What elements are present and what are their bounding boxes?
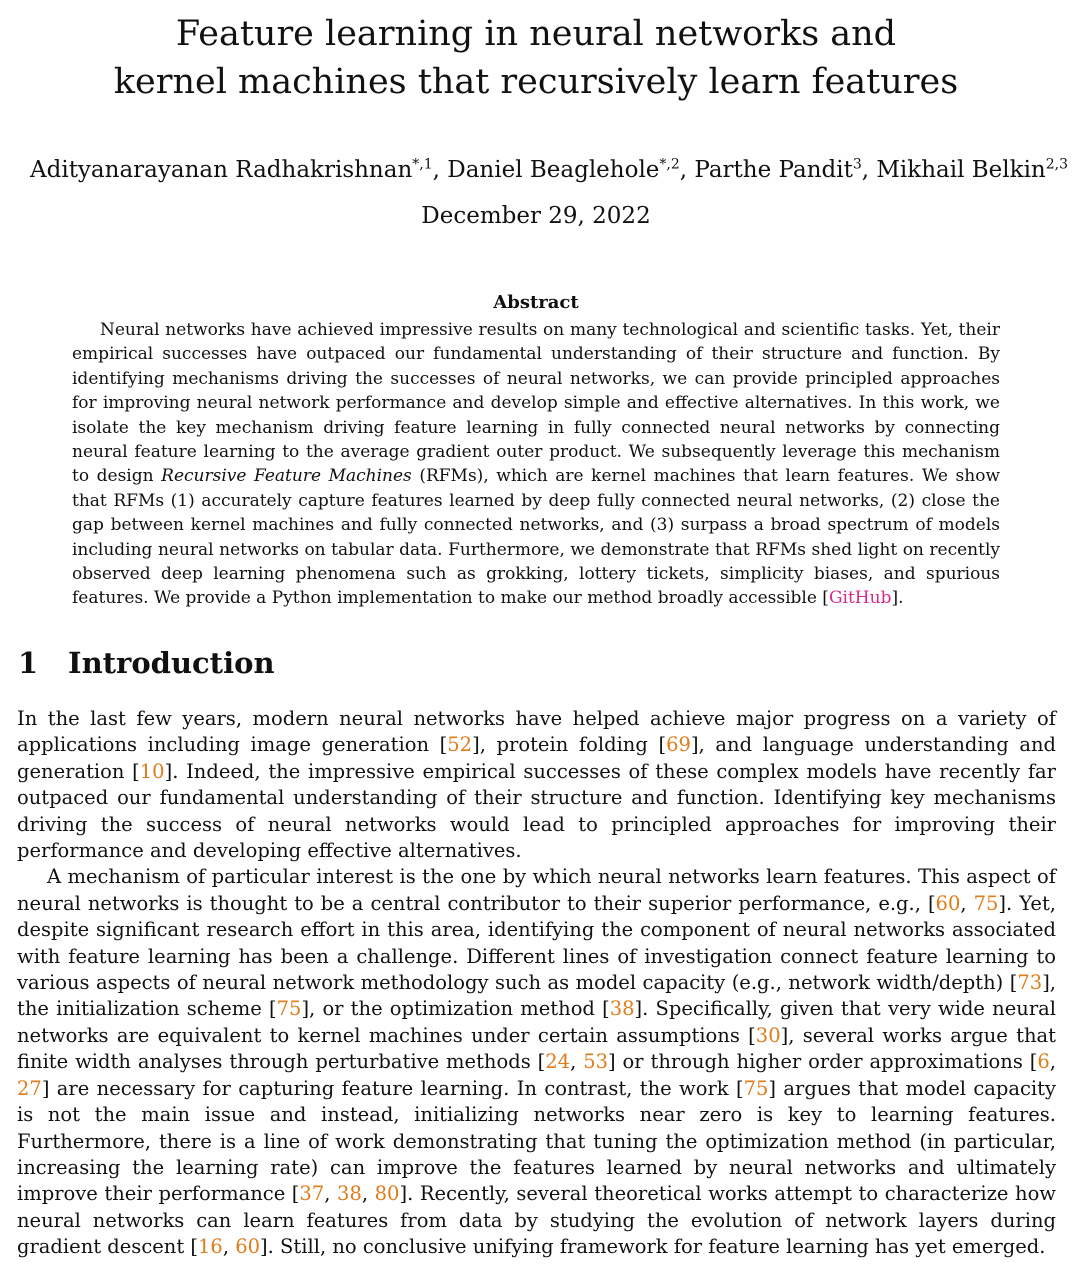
abstract-text: Neural networks have achieved impressive results on many technological and scientific tasks. Yet, their empirical successes have outpaced our fundamental understanding of their structure and function. By identifying mechanisms driving the successes of neural networks, we can provide principled approaches for improving neural network performance and develop simple and effective alternatives. In this work, we isolate the key mechanism driving feature learning in fully connected neural networks by connecting neural feature learning to the average gradient outer product. We subsequently leverage this mechanism to design xyxy=(72,320,1000,487)
author-name: Mikhail Belkin xyxy=(876,157,1046,183)
abstract-text: ]. xyxy=(891,588,904,609)
section-number: 1 xyxy=(18,646,39,680)
publication-date: December 29, 2022 xyxy=(421,203,651,229)
citation-link[interactable]: 38 xyxy=(609,997,635,1021)
author-affiliation: *,2 xyxy=(659,156,680,173)
author-affiliation: 2,3 xyxy=(1045,156,1069,173)
citation-link[interactable]: 75 xyxy=(276,997,302,1021)
author-affiliation: *,1 xyxy=(412,156,433,173)
paper-title-line-2: kernel machines that recursively learn features xyxy=(113,62,959,102)
author-name: Parthe Pandit xyxy=(694,157,853,183)
paragraph: A mechanism of particular interest is the one by which neural networks learn features. This aspect of neural networks is thought to be a central contributor to their superior performance, e.g., [60, 75]. Yet, despite significant research effort in this area, identifying the component of neural networks associated with feature learning has been a challenge. Different lines of investigation connect feature learning to various aspects of neural network methodology such as model capacity (e.g., network width/depth) [73], the initialization scheme [75], or the optimization method [38]. Specifically, given that very wide neural networks are equivalent to kernel machines under certain assumptions [30], several works argue that finite width analyses through perturbative methods [24, 53] or through higher order approximations [6, 27] are necessary for capturing feature learning. In contrast, the work [75] argues that model capacity is not the main issue and instead, initializing networks near zero is key to learning features. Furthermore, there is a line of work demonstrating that tuning the optimization method (in particular, increasing the learning rate) can improve the features learned by neural networks and ultimately improve their performance [37, 38, 80]. Recently, several theoretical works attempt to characterize how neural networks can learn features from data by studying the evolution of network layers during gradient descent [16, 60]. Still, no conclusive unifying framework for feature learning has yet emerged. xyxy=(17,865,1057,1259)
citation-link[interactable]: 75 xyxy=(973,891,999,915)
citation-link[interactable]: 53 xyxy=(583,1050,609,1074)
citation-link[interactable]: 60 xyxy=(935,891,961,915)
author-list: Adityanarayanan Radhakrishnan$^{*,1}$, Daniel Beaglehole$^{*,2}$, Parthe Pandit$^3$, Mikhail Belkin$^{2,3}$ xyxy=(30,156,1069,183)
citation-link[interactable]: 52 xyxy=(447,733,473,757)
citation-link[interactable]: 60 xyxy=(235,1235,261,1259)
citation-link[interactable]: 27 xyxy=(17,1076,42,1100)
author-name: Daniel Beaglehole xyxy=(447,157,660,183)
citation-link[interactable]: 75 xyxy=(743,1076,769,1100)
citation-link[interactable]: 6 xyxy=(1037,1050,1050,1074)
paper-title-line-1: Feature learning in neural networks and xyxy=(175,14,897,54)
citation-link[interactable]: 24 xyxy=(545,1050,571,1074)
citation-link[interactable]: 73 xyxy=(1017,971,1043,995)
citation-link[interactable]: 37 xyxy=(299,1182,325,1206)
citation-link[interactable]: 16 xyxy=(197,1235,223,1259)
abstract-text: (RFMs), which are kernel machines that learn features. We show that RFMs (1) accurately capture features learned by deep fully connected neural networks, (2) close the gap between kernel machines and fully connected networks, and (3) surpass a broad spectrum of models including neural networks on tabular data. Furthermore, we demonstrate that RFMs shed light on recently observed deep learning phenomena such as grokking, lottery tickets, simplicity biases, and spurious features. We provide a Python implementation to make our method broadly accessible [ xyxy=(72,466,1000,609)
citation-link[interactable]: 69 xyxy=(666,733,691,757)
author-affiliation: 3 xyxy=(852,156,862,173)
citation-link[interactable]: 30 xyxy=(755,1023,781,1047)
abstract-heading: Abstract xyxy=(493,292,579,313)
author-name: Adityanarayanan Radhakrishnan xyxy=(30,157,413,183)
github-link[interactable]: GitHub xyxy=(828,588,892,609)
abstract-emphasis: Recursive Feature Machines xyxy=(161,466,412,487)
citation-link[interactable]: 10 xyxy=(139,759,165,783)
paper-title xyxy=(0,10,1072,106)
section-heading xyxy=(18,646,275,680)
section-title: Introduction xyxy=(68,646,275,680)
citation-link[interactable]: 38 xyxy=(337,1182,362,1206)
introduction-body xyxy=(17,706,1056,1261)
paragraph: In the last few years, modern neural networks have helped achieve major progress on a variety of applications including image generation [52], protein folding [69], and language understanding and generation [10]. Indeed, the impressive empirical successes of these complex models have recently far outpaced our fundamental understanding of their structure and function. Identifying key mechanisms driving the success of neural networks would lead to principled approaches for improving their performance and developing effective alternatives. xyxy=(17,707,1057,863)
abstract-body xyxy=(72,318,1000,611)
citation-link[interactable]: 80 xyxy=(374,1182,400,1206)
